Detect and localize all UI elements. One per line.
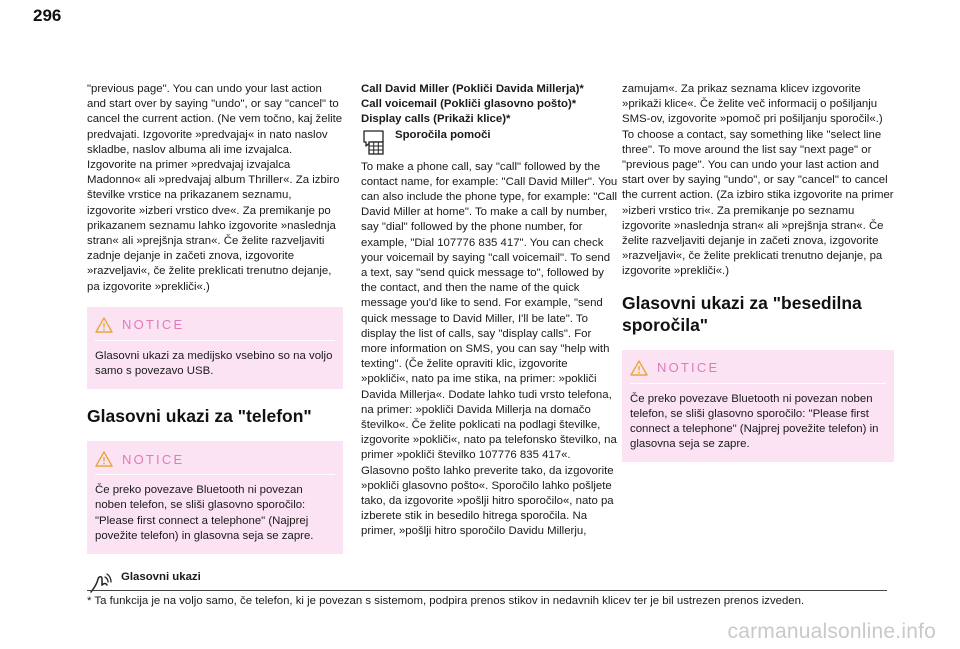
voice-commands-label-row bbox=[87, 570, 343, 598]
notice-title: NOTICE bbox=[657, 360, 720, 376]
section-heading-telefon: Glasovni ukazi za "telefon" bbox=[87, 406, 312, 427]
notice-header bbox=[630, 360, 886, 384]
help-messages-label-row bbox=[361, 128, 618, 156]
notice-text: Glasovni ukazi za medijsko vsebino so na voljo samo s povezavo USB. bbox=[95, 349, 333, 378]
notice-header bbox=[95, 317, 335, 341]
sms-help-text: zamujam«. Za prikaz seznama klicev izgovorite »prikaži klice«. Če želite več informacij o pošiljanju SMS-ov, izgovorite »pomoč pri pošiljanju sporočil«.) bbox=[622, 83, 883, 126]
notice-bluetooth bbox=[87, 441, 343, 554]
footnote-divider bbox=[87, 590, 887, 591]
help-messages-label: Sporočila pomoči bbox=[395, 128, 491, 141]
speech-grid-icon bbox=[361, 128, 389, 156]
notice-text: Če preko povezave Bluetooth ni povezan noben telefon, se sliši glasovno sporočilo: "Please first connect a telephone" (Najprej povežite telefon) in glasovna seja se zapre. bbox=[95, 484, 314, 542]
warning-triangle-icon bbox=[630, 360, 648, 376]
contact-selection-text: To choose a contact, say something like "select line three". To move around the list say "next page" or "previous page". You can undo your last action and start over by saying "undo", or say "cancel" to cancel the current action. (Za izbiro stika izgovorite na primer »izberi vrstico tri«. Za premikanje po seznamu izgovorite »naslednja stran« ali »prejšnja stran«. Če želite razveljaviti dejanje in začeti znova, izgovorite »razveljavi«, če želite preklicati trenutno dejanje, pa izgovorite »prekliči«.) bbox=[622, 128, 894, 278]
page-number: 296 bbox=[33, 6, 62, 25]
command-display-calls: Display calls (Prikaži klice)* bbox=[361, 113, 511, 126]
notice-text: Če preko povezave Bluetooth ni povezan noben telefon, se sliši glasovno sporočilo: "Please first connect a telephone" (Najprej povežite telefon) in glasovna seja se zapre. bbox=[630, 392, 879, 451]
footnote: * Ta funkcija je na voljo samo, če telefon, ki je povezan s sistemom, podpira prenos stikov in nedavnih klicev ter je bil ustrezen prenos izveden. bbox=[87, 595, 805, 607]
column-left bbox=[87, 82, 343, 598]
phone-instructions: To make a phone call, say "call" followed by the contact name, for example: "Call David Miller". You can also include the phone type, for example: "Call David Miller at home". To make a call by number, say "dial" followed by the phone number, for example, "Dial 107776 835 417". You can check your voicemail by saying "call voicemail". To send a text, say "send quick message to", followed by the contact, and then the name of the quick message you'd like to send. For example, "send quick message to David Miller, I'll be late". To display the list of calls, say "display calls". For more information on SMS, you can say "help with texting". (Če želite opraviti klic, izgovorite »pokliči«, nato pa ime stika, na primer: »pokliči Davida Millerja«. Dodate lahko tudi vrsto telefona, na primer: »pokliči Davida Millerja na domačo številko«. Če želite poklicati na podlagi številke, izgovorite »pokliči«, nato pa telefonsko številko, na primer »pokliči številko 107776 835 417«. Glasovno pošto lahko preverite tako, da izgovorite »pokliči glasovno pošto«. Sporočilo lahko pošljete tako, da izgovorite »pošlji hitro sporočilo«, nato pa izberete stik in besedilo hitrega sporočila. Na primer, »pošlji hitro sporočilo Davidu Millerju, bbox=[361, 160, 618, 538]
notice-title: NOTICE bbox=[122, 317, 185, 333]
warning-triangle-icon bbox=[95, 451, 113, 467]
column-right bbox=[622, 82, 894, 478]
voice-commands-label: Glasovni ukazi bbox=[121, 571, 201, 584]
warning-triangle-icon bbox=[95, 317, 113, 333]
notice-media bbox=[87, 307, 343, 389]
notice-title: NOTICE bbox=[122, 451, 185, 467]
section-heading-sporocila: Glasovni ukazi za "besedilna sporočila" bbox=[622, 292, 862, 335]
voice-command-icon bbox=[87, 570, 115, 598]
column-middle bbox=[361, 82, 618, 552]
intro-paragraph: "previous page". You can undo your last action and start over by saying "undo", or say "cancel" to cancel the current action. (Ne vem točno, kaj želite predvajati. Izgovorite »predvajaj« in nato naslov skladbe, naslov albuma ali ime izvajalca. Izgovorite na primer »predvajaj izvajalca Madonno« ali »predvajaj album Thriller«. Za izbiro številke vrstice na prikazanem seznamu, izgovorite »izberi vrstico dve«. Za premikanje po prikazanem seznamu lahko izgovorite »naslednja stran« ali »prejšnja stran«. Če želite razveljaviti zadnje dejanje in začeti znova, izgovorite »razveljavi«, če želite preklicati trenutno dejanje, pa izgovorite »prekliči«.) bbox=[87, 83, 343, 293]
notice-bluetooth-sms bbox=[622, 350, 894, 463]
watermark: carmanualsonline.info bbox=[727, 620, 936, 643]
command-call-voicemail: Call voicemail (Pokliči glasovno pošto)* bbox=[361, 98, 577, 111]
command-call-contact: Call David Miller (Pokliči Davida Millerja)* bbox=[361, 83, 584, 95]
notice-header bbox=[95, 451, 335, 475]
